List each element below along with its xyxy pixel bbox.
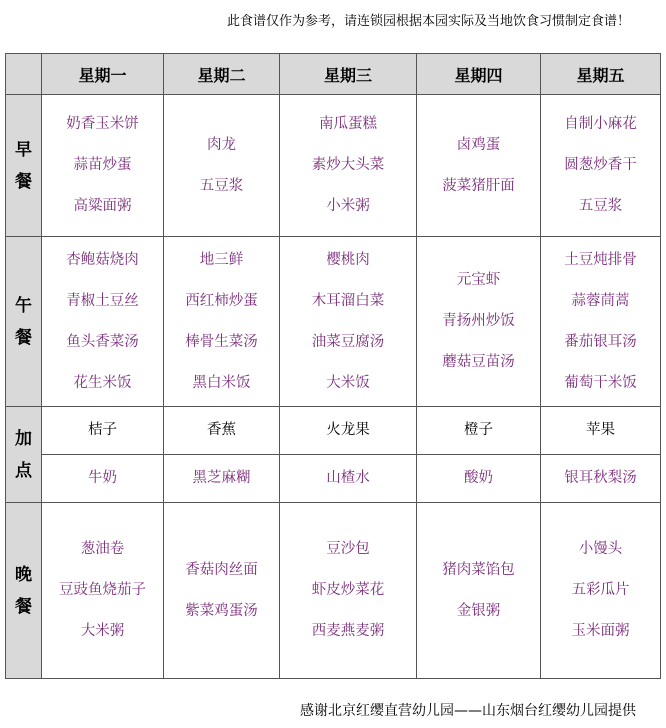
meal-label-char: 点 (15, 460, 32, 481)
snack-item: 银耳秋梨汤 (564, 470, 637, 486)
dish: 鱼头香菜汤 (66, 333, 139, 350)
menu-cell (42, 503, 164, 679)
dish: 青椒土豆丝 (66, 292, 139, 309)
snack-cell (280, 455, 417, 503)
snack-item: 桔子 (88, 422, 117, 438)
dish: 元宝虾 (456, 272, 501, 288)
day-header: 星期一 (42, 54, 164, 95)
dish: 玉米面粥 (571, 623, 630, 639)
dish: 南瓜蛋糕 (319, 116, 377, 132)
dish: 西红柿炒蛋 (185, 292, 258, 309)
dish: 油菜豆腐汤 (311, 333, 385, 350)
breakfast-label (6, 95, 42, 237)
snack-cell (164, 455, 280, 503)
dish: 蒜苗炒蛋 (73, 157, 132, 173)
snack-cell (42, 407, 164, 455)
footer-credit: 感谢北京红缨直营幼儿园——山东烟台红缨幼儿园提供 (300, 703, 636, 719)
dish: 葱油卷 (80, 541, 125, 557)
dish: 木耳溜白菜 (311, 292, 385, 309)
dish: 素炒大头菜 (311, 157, 385, 173)
meal-label-char: 午 (15, 295, 32, 316)
lunch-label (6, 237, 42, 407)
menu-cell (417, 237, 541, 407)
menu-cell (280, 503, 417, 679)
corner-cell (6, 54, 42, 95)
weekly-menu-table (5, 53, 661, 679)
meal-label-char: 餐 (15, 596, 32, 617)
dinner-row (6, 503, 661, 679)
dish: 樱桃肉 (326, 251, 370, 268)
dish: 金银粥 (456, 602, 501, 619)
dish: 蒜蓉茼蒿 (571, 292, 630, 309)
day-header: 星期五 (541, 54, 661, 95)
menu-cell (541, 503, 661, 679)
dish: 五豆浆 (578, 198, 623, 214)
dish: 小米粥 (326, 198, 370, 214)
menu-cell (164, 503, 280, 679)
meal-label-char: 晚 (15, 564, 32, 585)
dish: 土豆炖排骨 (564, 251, 637, 268)
dish: 猪肉菜馅包 (442, 561, 515, 578)
menu-cell (417, 95, 541, 237)
meal-label-char: 早 (15, 139, 32, 160)
dish: 青扬州炒饭 (442, 313, 515, 329)
disclaimer-note: 此食谱仅作为参考，请连锁园根据本园实际及当地饮食习惯制定食谱！ (226, 14, 630, 29)
meal-label-char: 餐 (15, 327, 32, 348)
snack-item: 苹果 (586, 422, 615, 438)
dish: 菠菜猪肝面 (442, 177, 515, 194)
menu-cell (541, 237, 661, 407)
menu-cell (417, 503, 541, 679)
dish: 豆豉鱼烧茄子 (59, 582, 146, 598)
dish: 肉龙 (207, 136, 236, 153)
dish: 西麦燕麦粥 (311, 623, 385, 639)
snack-item: 火龙果 (326, 422, 370, 438)
snack-cell (417, 455, 541, 503)
dish: 虾皮炒菜花 (311, 582, 385, 598)
day-header: 星期二 (164, 54, 280, 95)
dish: 大米粥 (80, 623, 125, 639)
dinner-label (6, 503, 42, 679)
snack-cell (280, 407, 417, 455)
snack-item: 酸奶 (464, 470, 493, 486)
dish: 高粱面粥 (73, 198, 132, 214)
menu-cell (280, 95, 417, 237)
snack-item: 山楂水 (326, 470, 370, 486)
dish: 杏鲍菇烧肉 (66, 251, 139, 268)
dish: 蘑菇豆苗汤 (442, 354, 515, 370)
dish: 番茄银耳汤 (564, 333, 637, 350)
snack-item: 黑芝麻糊 (192, 470, 251, 486)
snack-row-fruit (6, 407, 661, 455)
dish: 五彩瓜片 (571, 582, 630, 598)
breakfast-row (6, 95, 661, 237)
menu-cell (541, 95, 661, 237)
dish: 葡萄干米饭 (564, 374, 637, 391)
menu-cell (42, 95, 164, 237)
snack-item: 香蕉 (207, 422, 236, 438)
dish: 花生米饭 (73, 374, 132, 391)
dish: 圆葱炒香干 (564, 157, 637, 173)
snack-label (6, 407, 42, 503)
menu-cell (42, 237, 164, 407)
dish: 黑白米饭 (192, 374, 251, 391)
dish: 大米饭 (326, 374, 370, 391)
dish: 奶香玉米饼 (66, 116, 139, 132)
menu-cell (164, 95, 280, 237)
snack-item: 橙子 (464, 422, 493, 438)
lunch-row (6, 237, 661, 407)
dish: 自制小麻花 (564, 116, 637, 132)
dish: 小馒头 (578, 541, 623, 557)
menu-cell (280, 237, 417, 407)
dish: 卤鸡蛋 (456, 136, 501, 153)
snack-cell (417, 407, 541, 455)
snack-cell (541, 455, 661, 503)
meal-label-char: 餐 (15, 171, 32, 192)
snack-cell (164, 407, 280, 455)
dish: 豆沙包 (326, 541, 370, 557)
snack-cell (42, 455, 164, 503)
snack-item: 牛奶 (88, 470, 117, 486)
day-header: 星期三 (280, 54, 417, 95)
dish: 地三鲜 (199, 251, 244, 268)
day-header: 星期四 (417, 54, 541, 95)
snack-row-drink (6, 455, 661, 503)
dish: 香菇肉丝面 (185, 561, 258, 578)
snack-cell (541, 407, 661, 455)
meal-label-char: 加 (15, 428, 32, 449)
dish: 五豆浆 (199, 177, 244, 194)
dish: 棒骨生菜汤 (185, 333, 258, 350)
menu-cell (164, 237, 280, 407)
dish: 紫菜鸡蛋汤 (185, 602, 258, 619)
header-row (6, 54, 661, 95)
